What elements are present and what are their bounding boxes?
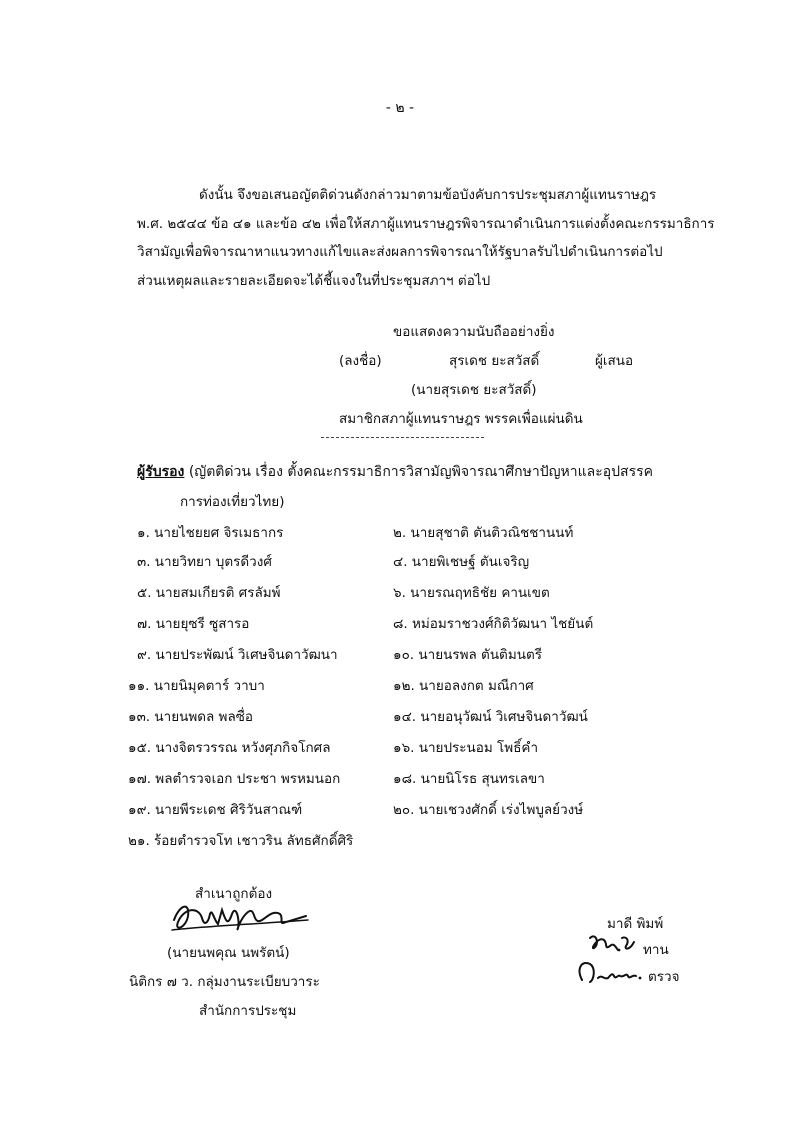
endorser-heading [137,461,653,483]
endorser-subject-line-1: (ญัตติด่วน เรื่อง ตั้งคณะกรรมาธิการวิสามัญพิจารณาศึกษาปัญหาและอุปสรรค [184,464,653,480]
divider [321,437,484,438]
member-14: ๑๔. นายอนุวัฒน์ วิเศษจินดาวัฒน์ [393,709,588,725]
certifier-signature [168,898,313,940]
member-20: ๒๐. นายเชวงศักดิ์ เร่งไพบูลย์วงษ์ [393,802,584,818]
member-8: ๘. หม่อมราชวงศ์กิติวัฒนา ไชยันต์ [393,616,594,632]
member-17: ๑๗. พลตำรวจเอก ประชา พรหมนอก [128,771,341,787]
member-15: ๑๕. นางจิตรวรรณ หวังศุภกิจโกศล [128,740,331,756]
member-3: ๓. นายวิทยา บุตรดีวงศ์ [137,554,272,570]
body-line-2: พ.ศ. ๒๕๔๔ ข้อ ๔๑ และข้อ ๔๒ เพื่อให้สภาผู้แทนราษฎรพิจารณาดำเนินการแต่งตั้งคณะกรรมาธิการ [137,216,715,232]
body-line-4: ส่วนเหตุผลและรายละเอียดจะได้ชี้แจงในที่ประชุมสภาฯ ต่อไป [137,273,491,289]
member-9: ๙. นายประพัฒน์ วิเศษจินดาวัฒนา [137,647,338,663]
member-21: ๒๑. ร้อยตำรวจโท เชาวริน ลัทธศักดิ์ศิริ [128,833,354,849]
endorser-subject-line-2: การท่องเที่ยวไทย) [180,494,285,510]
member-7: ๗. นายยุซรี ซูสารอ [137,616,250,632]
signed-name: สุรเดช ยะสวัสดิ์ [449,353,540,369]
member-13: ๑๓. นายนพดล พลซื่อ [128,709,254,725]
checker-label: ตรวจ [648,969,680,985]
endorser-heading-label: ผู้รับรอง [137,464,185,480]
page-number: - ๒ - [385,100,415,116]
member-10: ๑๐. นายนรพล ตันติมนตรี [393,647,542,663]
member-12: ๑๒. นายอลงกต มณีกาศ [393,678,534,694]
member-1: ๑. นายไชยยศ จิรเมธากร [137,525,284,541]
typist-line: มาดี พิมพ์ [607,916,664,932]
certifier-office: สำนักการประชุม [199,1003,297,1019]
certification-title: สำเนาถูกต้อง [195,886,273,902]
member-16: ๑๖. นายประนอม โพธิ์คำ [393,740,539,756]
certifier-name: (นายนพคุณ นพรัตน์) [167,945,290,961]
reviewer-initials [586,930,638,956]
proposer-position: สมาชิกสภาผู้แทนราษฎร พรรคเพื่อแผ่นดิน [339,411,583,427]
certifier-position: นิติกร ๗ ว. กลุ่มงานระเบียบวาระ [129,974,320,990]
member-19: ๑๙. นายพีระเดช ศิริวันสาณฑ์ [128,802,303,818]
body-line-3: วิสามัญเพื่อพิจารณาหาแนวทางแก้ไขและส่งผลการพิจารณาให้รัฐบาลรับไปดำเนินการต่อไป [137,244,663,260]
member-6: ๖. นายรณฤทธิชัย คานเขต [393,585,550,601]
member-5: ๕. นายสมเกียรติ ศรลัมพ์ [137,585,281,601]
body-line-1: ดังนั้น จึงขอเสนอญัตติด่วนดังกล่าวมาตามข้อบังคับการประชุมสภาผู้แทนราษฎร [199,187,657,203]
proposer-full-name: (นายสุรเดช ยะสวัสดิ์) [411,382,537,398]
reviewer-label: ทาน [643,942,669,958]
checker-initials [574,958,646,986]
member-11: ๑๑. นายนิมุคตาร์ วาบา [128,678,265,694]
signed-label: (ลงชื่อ) [339,353,382,369]
closing-regards: ขอแสดงความนับถืออย่างยิ่ง [393,324,555,340]
member-4: ๔. นายพิเชษฐ์ ตันเจริญ [393,554,530,570]
member-18: ๑๘. นายนิโรธ สุนทรเลขา [393,771,545,787]
member-2: ๒. นายสุชาติ ตันติวณิชชานนท์ [393,525,574,541]
proposer-role: ผู้เสนอ [595,353,634,369]
